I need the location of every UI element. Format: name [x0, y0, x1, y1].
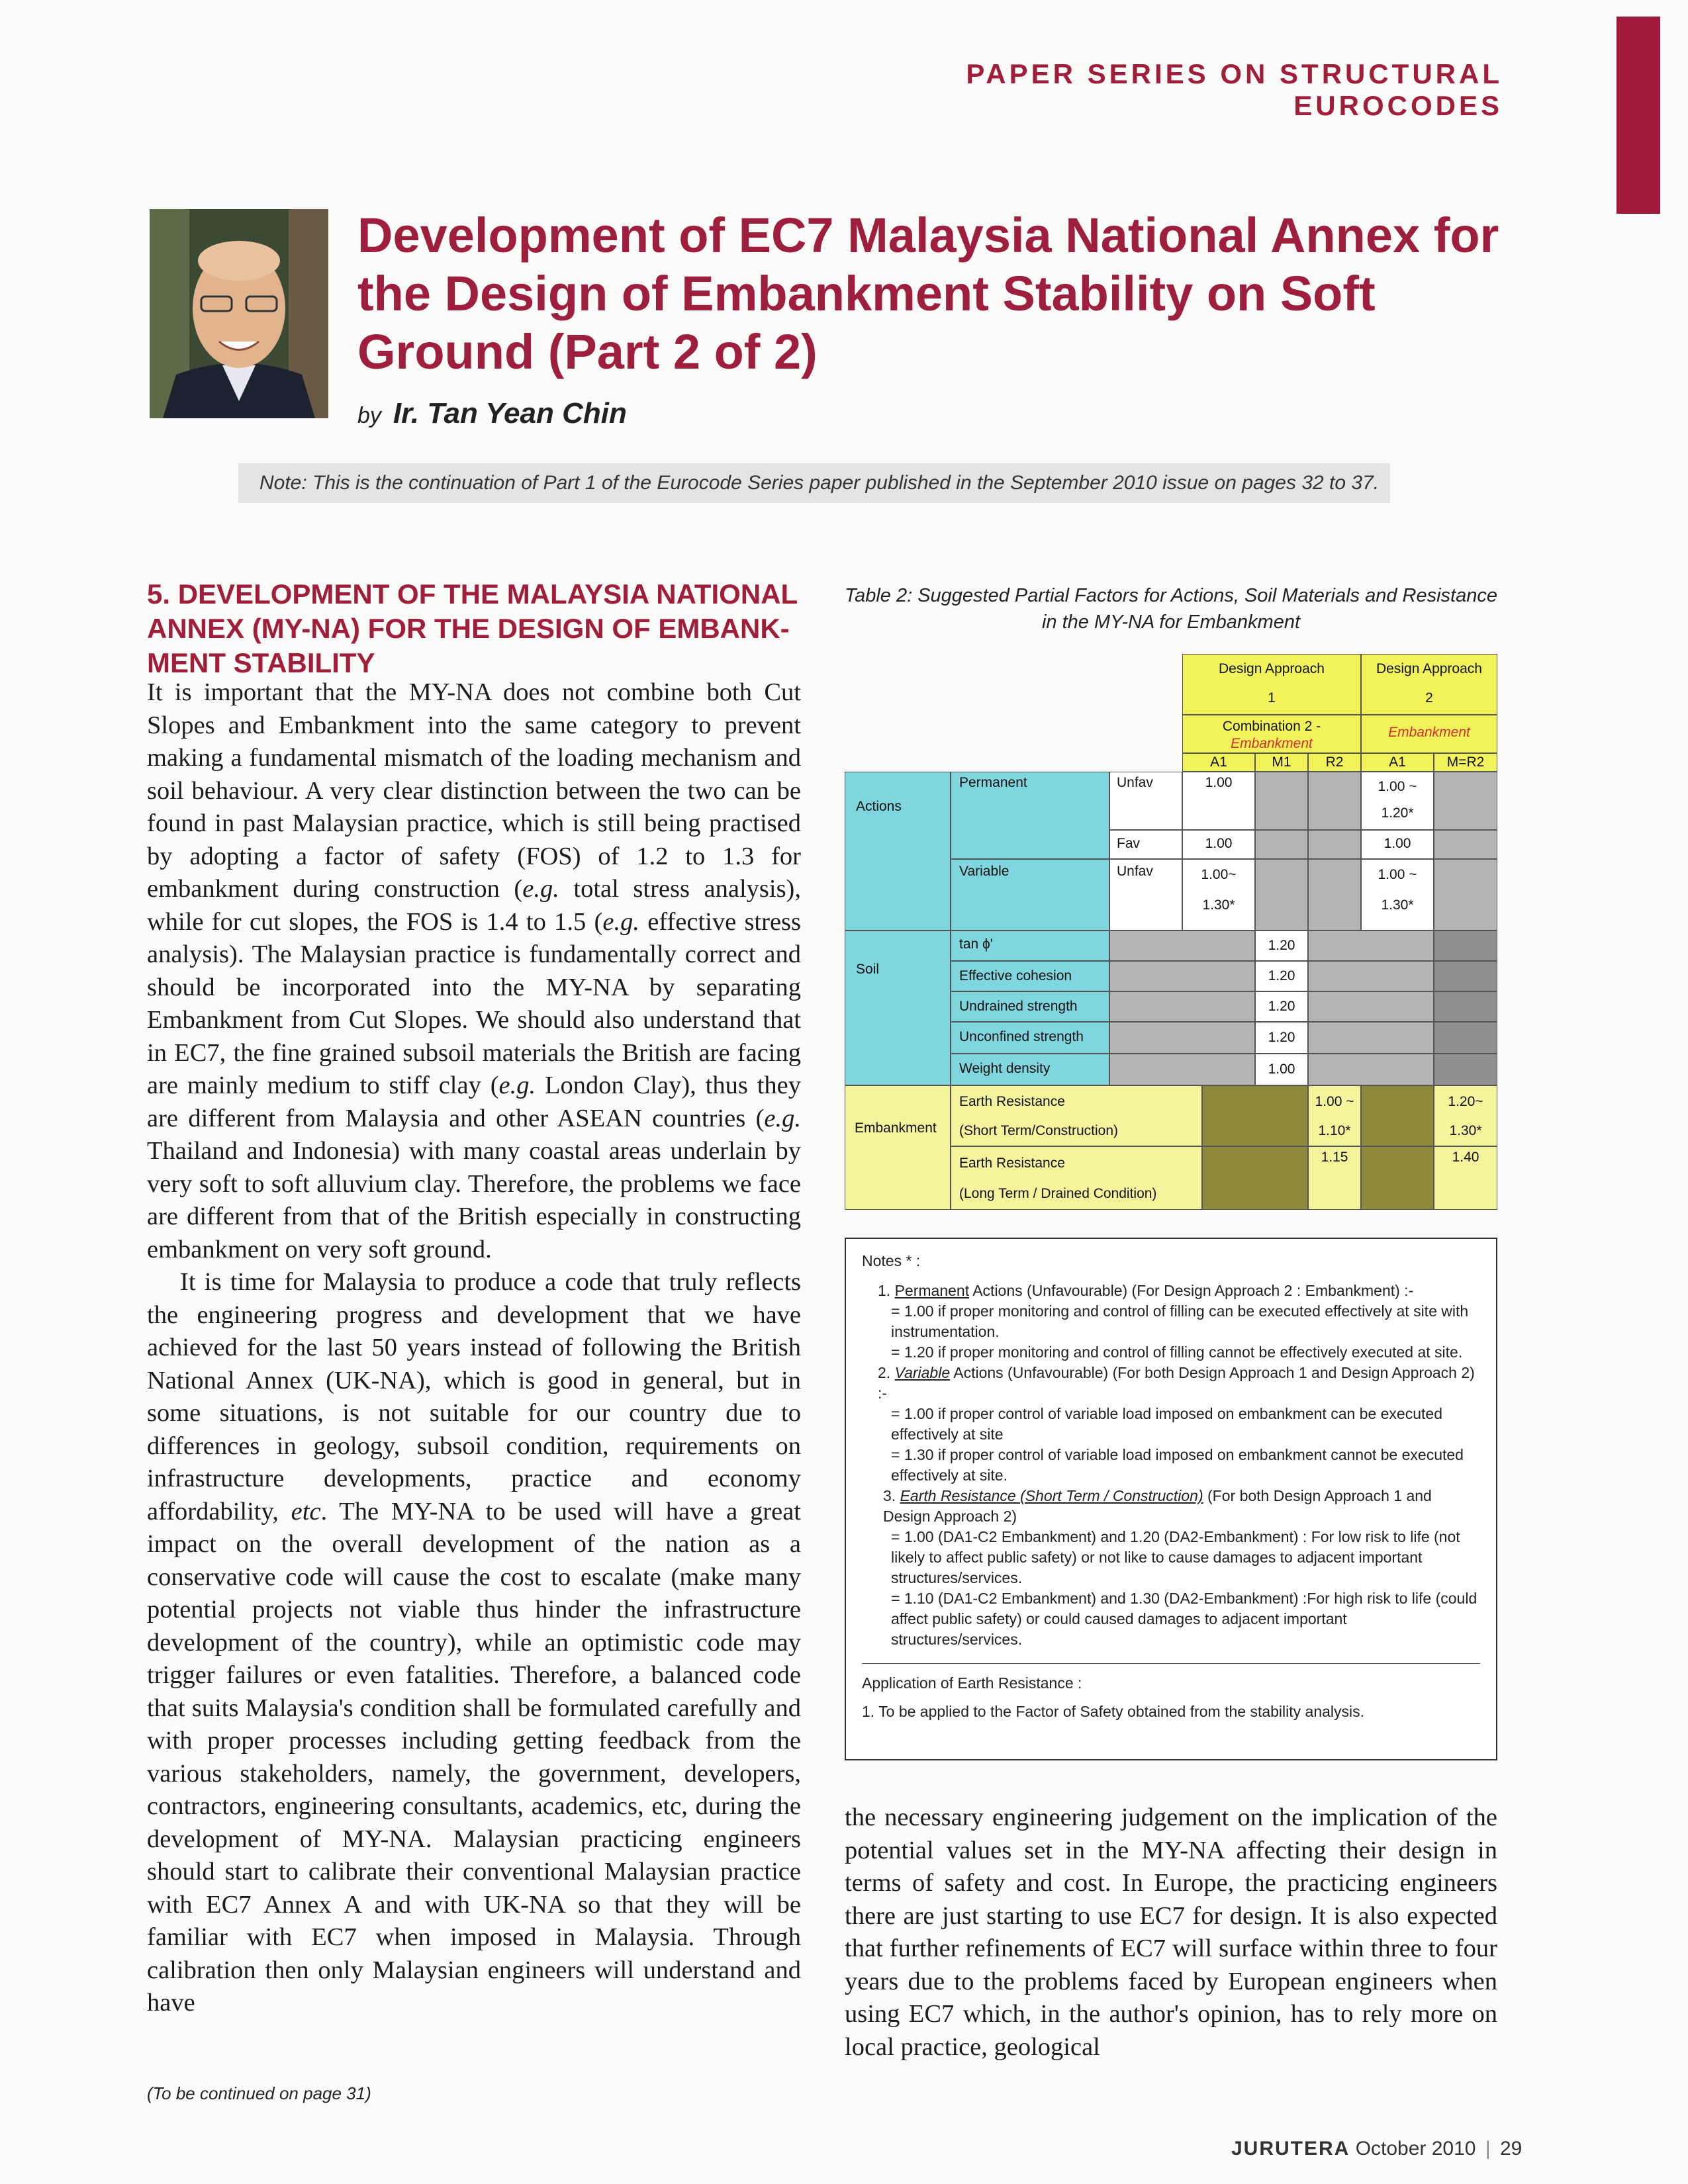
- table-caption: Table 2: Suggested Partial Factors for Actions, Soil Materials and Resistance in the MY-NA for Embankment: [845, 585, 1497, 633]
- perm-fav-da2: 1.00: [1361, 830, 1434, 859]
- author-photo: [150, 209, 328, 418]
- notes-divider: [862, 1663, 1480, 1664]
- combination-header: Combination 2 - Embankment: [1182, 715, 1361, 753]
- shaded-cell: [1308, 772, 1361, 830]
- article-title: Development of EC7 Malaysia National Annex for the Design of Embankment Stability on Soft Ground (Part 2 of 2): [357, 208, 1499, 379]
- shaded-cell: [1255, 859, 1308, 931]
- shaded-cell: [1434, 931, 1497, 961]
- weight-density-label: Weight density: [951, 1054, 1109, 1085]
- col-a1: A1: [1182, 753, 1255, 772]
- note-1a: = 1.00 if proper monitoring and control of filling can be executed effectively at site with instrumentation.: [891, 1302, 1469, 1340]
- eff-cohesion-m1: 1.20: [1255, 961, 1308, 991]
- shaded-cell: [1308, 859, 1361, 931]
- er-short-mr2: 1.20~ 1.30*: [1434, 1085, 1497, 1146]
- permanent-label: Permanent: [951, 772, 1109, 859]
- note-2a: = 1.00 if proper control of variable load imposed on embankment can be executed effectively at site: [891, 1405, 1442, 1443]
- shaded-cell: [1255, 830, 1308, 859]
- col-m1: M1: [1255, 753, 1308, 772]
- unfav-label-2: Unfav: [1109, 859, 1182, 931]
- shaded-cell: [1308, 961, 1434, 991]
- actions-label: Actions: [845, 772, 951, 931]
- note-2: 2. Variable Actions (Unfavourable) (For both Design Approach 1 and Design Approach 2) :-: [878, 1364, 1475, 1402]
- section-heading: 5. DEVELOPMENT OF THE MALAYSIA NATIONAL ANNEX (MY-NA) FOR THE DESIGN OF EMBANK-MENT STABILITY: [147, 578, 798, 678]
- note-3b: = 1.10 (DA1-C2 Embankment) and 1.30 (DA2-Embankment) :For high risk to life (could affect public safety) or could caused damages to adjacent important structures/services.: [891, 1590, 1477, 1648]
- paragraph-2: It is time for Malaysia to produce a code that truly reflects the engineering progress and development that we have achieved for the last 50 years instead of following the British National Annex (UK-NA), which is good in general, but in some situations, is not suitable for our country due to differences in geology, subsoil condition, requirements on infrastructure developments, practice and economy affordability, etc. The MY-NA to be used will have a great impact on the overall development of the nation as a conservative code will cause the cost to escalate (make many potential projects not viable thus hinder the infrastructure development of the country), while an optimistic code may trigger failures or even fatalities. Therefore, a balanced code that suits Malaysia's condition shall be formulated carefully and with proper processes including getting feedback from the various stakeholders, namely, the government, developers, contractors, engineering consultants, academics, etc, during the development of MY-NA. Malaysian practicing engineers should start to calibrate their conventional Malaysian practice with EC7 Annex A and with UK-NA so that they will be familiar with EC7 when imposed in Malaysia. Through calibration then only Malaysian engineers will understand and have: [147, 1268, 801, 2017]
- table-notes-box: [845, 1238, 1497, 1760]
- footer-divider: |: [1485, 2138, 1491, 2160]
- left-column-text: [147, 676, 801, 2020]
- shaded-cell: [1434, 859, 1497, 931]
- shaded-cell: [1109, 931, 1255, 961]
- issue-date: October 2010: [1355, 2138, 1476, 2160]
- shaded-cell: [1109, 1022, 1255, 1054]
- shaded-cell: [1202, 1146, 1308, 1210]
- continuation-note: Note: This is the continuation of Part 1 of the Eurocode Series paper published in the September 2010 issue on pages 32 to 37.: [238, 463, 1390, 503]
- shaded-cell: [1308, 991, 1434, 1022]
- perm-unfav-a1: 1.00: [1182, 772, 1255, 830]
- undrained-m1: 1.20: [1255, 991, 1308, 1022]
- var-a1: 1.00~ 1.30*: [1182, 859, 1255, 931]
- weight-density-m1: 1.00: [1255, 1054, 1308, 1085]
- shaded-cell: [1434, 830, 1497, 859]
- earth-resistance-long: Earth Resistance (Long Term / Drained Condition): [951, 1146, 1202, 1210]
- author-portrait-icon: [150, 209, 328, 418]
- shaded-cell: [1434, 772, 1497, 830]
- author-name: Ir. Tan Yean Chin: [393, 397, 627, 430]
- unconfined-label: Unconfined strength: [951, 1022, 1109, 1054]
- application-item-1: 1. To be applied to the Factor of Safety obtained from the stability analysis.: [862, 1703, 1365, 1720]
- shaded-cell: [1361, 1146, 1434, 1210]
- perm-fav-a1: 1.00: [1182, 830, 1255, 859]
- perm-unfav-da2: 1.00 ~ 1.20*: [1361, 772, 1434, 830]
- soil-label: Soil: [845, 931, 951, 1085]
- note-1b: = 1.20 if proper monitoring and control of filling cannot be effectively executed at site.: [891, 1343, 1463, 1361]
- shaded-cell: [1308, 1022, 1434, 1054]
- col-a1-da2: A1: [1361, 753, 1434, 772]
- tan-phi-m1: 1.20: [1255, 931, 1308, 961]
- shaded-cell: [1434, 991, 1497, 1022]
- shaded-cell: [1361, 1085, 1434, 1146]
- partial-factors-table: [845, 654, 1497, 1220]
- da2-embankment-header: Embankment: [1361, 715, 1497, 753]
- paragraph-1: It is important that the MY-NA does not combine both Cut Slopes and Embankment into the same category to prevent making a fundamental mismatch of the loading mechanism and soil behaviour. A very clear distinction between the two can be found in past Malaysian practice, which is still being practised by adopting a factor of safety (FOS) of 1.2 to 1.3 for embankment during construction (e.g. total stress analysis), while for cut slopes, the FOS is 1.4 to 1.5 (e.g. effective stress analysis). The Malaysian practice is fundamentally correct and should be incorporated into the MY-NA by separating Embankment from Cut Slopes. We should also understand that in EC7, the fine grained subsoil materials the British are facing are mainly medium to stiff clay (e.g. London Clay), thus they are different from Malaysia and other ASEAN countries (e.g. Thailand and Indonesia) with many coastal areas underlain by very soft to soft alluvium clay. Therefore, the problems we face are different from that of the British especially in constructing embankment on very soft ground.: [147, 678, 802, 1263]
- page-footer: [1231, 2138, 1522, 2160]
- page-number: 29: [1499, 2138, 1523, 2160]
- note-3: 3. Earth Resistance (Short Term / Construction) (For both Design Approach 1 and Design Approach 2): [883, 1487, 1432, 1525]
- undrained-label: Undrained strength: [951, 991, 1109, 1022]
- er-short-r2: 1.00 ~ 1.10*: [1308, 1085, 1361, 1146]
- shaded-cell: [1434, 1022, 1497, 1054]
- col-mr2: M=R2: [1434, 753, 1497, 772]
- er-long-r2: 1.15: [1308, 1146, 1361, 1210]
- byline-by: by: [357, 403, 381, 428]
- unconfined-m1: 1.20: [1255, 1022, 1308, 1054]
- shaded-cell: [1109, 961, 1255, 991]
- notes-title: Notes * :: [862, 1252, 921, 1269]
- fav-label: Fav: [1109, 830, 1182, 859]
- shaded-cell: [1434, 961, 1497, 991]
- shaded-cell: [1109, 1054, 1255, 1085]
- shaded-cell: [1434, 1054, 1497, 1085]
- magazine-name: JURUTERA: [1231, 2138, 1350, 2160]
- note-1: 1. Permanent Actions (Unfavourable) (For Design Approach 2 : Embankment) :-: [878, 1282, 1414, 1299]
- application-title: Application of Earth Resistance :: [862, 1674, 1082, 1692]
- note-3a: = 1.00 (DA1-C2 Embankment) and 1.20 (DA2-Embankment) : For low risk to life (not likely to affect public safety) or not like to cause damages to adjacent important structures/services.: [891, 1528, 1460, 1586]
- earth-resistance-short: Earth Resistance (Short Term/Construction): [951, 1085, 1202, 1146]
- shaded-cell: [1308, 1054, 1434, 1085]
- embankment-label: Embankment: [845, 1085, 951, 1210]
- shaded-cell: [1202, 1085, 1308, 1146]
- unfav-label: Unfav: [1109, 772, 1182, 830]
- shaded-cell: [1255, 772, 1308, 830]
- variable-label: Variable: [951, 859, 1109, 931]
- continued-note: (To be continued on page 31): [147, 2083, 371, 2103]
- eff-cohesion-label: Effective cohesion: [951, 961, 1109, 991]
- note-2b: = 1.30 if proper control of variable load imposed on embankment cannot be executed effectively at site.: [891, 1446, 1464, 1484]
- er-long-mr2: 1.40: [1434, 1146, 1497, 1210]
- shaded-cell: [1109, 991, 1255, 1022]
- right-column-text: [845, 1801, 1497, 2064]
- tan-phi-label: tan ϕ': [951, 931, 1109, 961]
- shaded-cell: [1308, 931, 1434, 961]
- page-edge-tab: [1617, 17, 1660, 214]
- var-da2: 1.00 ~ 1.30*: [1361, 859, 1434, 931]
- byline: [357, 397, 627, 430]
- paragraph-right: the necessary engineering judgement on the implication of the potential values set in the MY-NA affecting their design in terms of safety and cost. In Europe, the practicing engineers there are just starting to use EC7 for design. It is also expected that further refinements of EC7 will surface within three to four years due to the problems faced by European engineers when using EC7 which, in the author's opinion, has to rely more on local practice, geological: [845, 1803, 1497, 2061]
- da2-header: Design Approach 2: [1361, 654, 1497, 715]
- shaded-cell: [1308, 830, 1361, 859]
- col-r2: R2: [1308, 753, 1361, 772]
- series-header: PAPER SERIES ON STRUCTURAL EUROCODES: [966, 58, 1503, 121]
- da1-header: Design Approach 1: [1182, 654, 1361, 715]
